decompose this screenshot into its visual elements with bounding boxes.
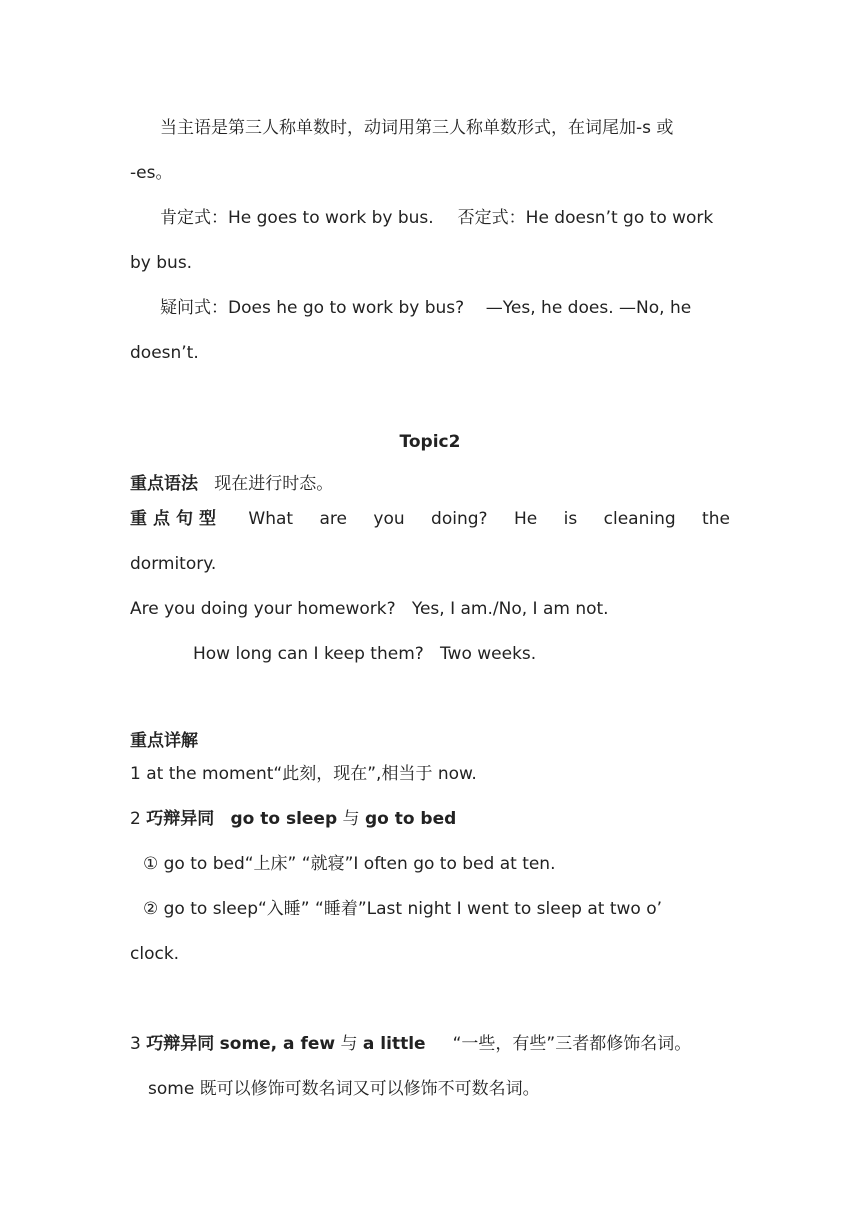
rule-line: 当主语是第三人称单数时，动词用第三人称单数形式，在词尾加-s 或 <box>160 118 674 138</box>
negative-form: 否定式：He doesn’t go to work <box>457 208 714 228</box>
detail-item-2-sub-2: ② go to sleep“入睡” “睡着”Last night I went to sleep at two o’ <box>143 899 663 919</box>
item3-label: 巧辩异同 <box>146 1034 215 1054</box>
item3-term-b: a little <box>362 1034 426 1054</box>
item2-with: 与 <box>342 809 360 829</box>
rule-line-cont: -es。 <box>130 163 173 183</box>
details-label: 重点详解 <box>130 731 198 751</box>
item3-number: 3 <box>130 1034 141 1054</box>
negative-form-cont: by bus. <box>130 253 193 273</box>
detail-item-2 <box>130 808 730 830</box>
item2-number: 2 <box>130 809 141 829</box>
answer-yes: —Yes, he does. <box>485 298 614 318</box>
detail-item-1: 1 at the moment“此刻，现在”,相当于 now. <box>130 764 477 784</box>
item3-term-a: some, a few <box>219 1034 336 1054</box>
sentence-word: What <box>248 509 294 529</box>
sentence-pattern-line <box>130 508 730 530</box>
question-line <box>160 297 760 319</box>
sentence-example-2: Are you doing your homework? Yes, I am./No, I am not. <box>130 599 609 619</box>
grammar-line <box>130 473 730 495</box>
answer-no-cont: doesn’t. <box>130 343 199 363</box>
item2-term-b: go to bed <box>364 809 457 829</box>
affirmative-form: 肯定式：He goes to work by bus. <box>160 208 434 228</box>
sentence-label: 重点句型 <box>130 509 222 529</box>
sentence-example-3: How long can I keep them? Two weeks. <box>193 644 537 664</box>
sentence-pattern-cont: dormitory. <box>130 554 217 574</box>
sentence-word: are <box>319 509 347 529</box>
sentence-word: you <box>373 509 405 529</box>
sentence-word: is <box>563 509 578 529</box>
item2-term-a: go to sleep <box>230 809 338 829</box>
detail-item-3 <box>130 1033 730 1055</box>
detail-item-2-sub-1: ① go to bed“上床” “就寝”I often go to bed at ten. <box>143 854 556 874</box>
detail-item-3-sub: some 既可以修饰可数名词又可以修饰不可数名词。 <box>148 1079 540 1099</box>
topic-title: Topic2 <box>399 432 461 452</box>
answer-no: —No, he <box>619 298 692 318</box>
grammar-text: 现在进行时态。 <box>214 474 334 494</box>
detail-item-2-sub-2-cont: clock. <box>130 944 180 964</box>
sentence-word: doing? <box>431 509 488 529</box>
affirmative-negative-line <box>160 207 760 229</box>
question-form: 疑问式：Does he go to work by bus? <box>160 298 465 318</box>
sentence-word: cleaning <box>603 509 676 529</box>
item2-label: 巧辩异同 <box>146 809 215 829</box>
sentence-word: He <box>513 509 538 529</box>
item3-with: 与 <box>340 1034 358 1054</box>
sentence-word: the <box>702 509 730 529</box>
grammar-label: 重点语法 <box>130 474 198 494</box>
item3-desc: “一些，有些”三者都修饰名词。 <box>452 1034 692 1054</box>
